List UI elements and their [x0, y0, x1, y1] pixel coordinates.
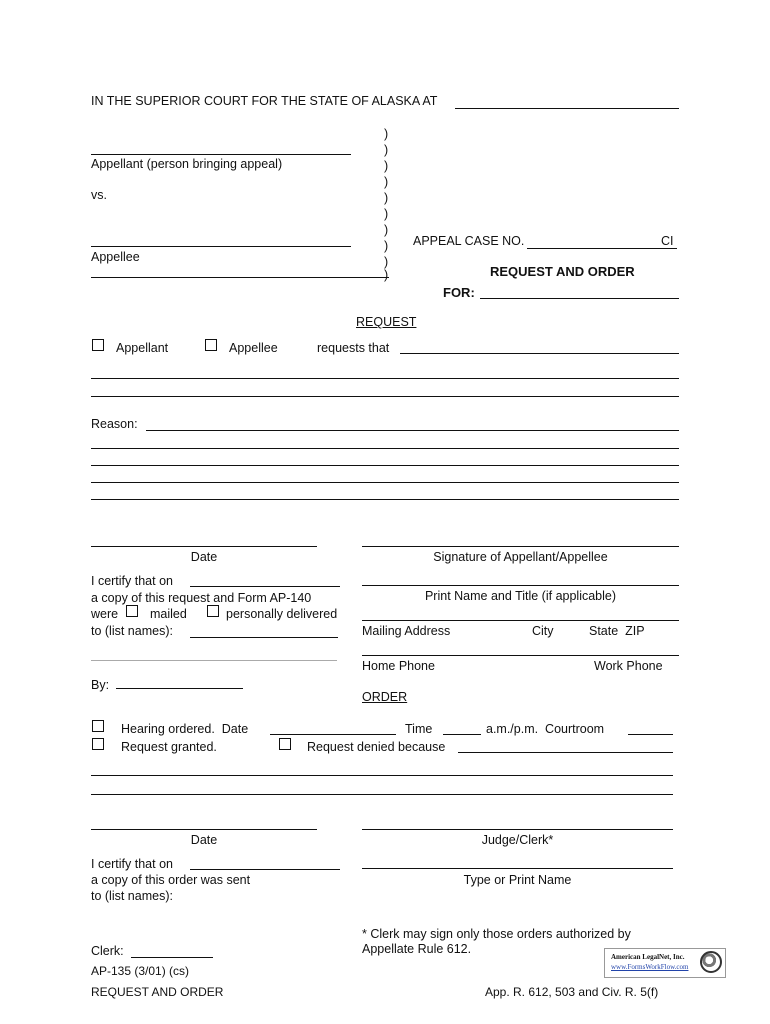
work-phone-label: Work Phone [594, 659, 663, 673]
denied-reason-line[interactable] [91, 794, 673, 795]
mailed-checkbox[interactable] [126, 605, 138, 617]
print-name-field[interactable] [362, 585, 679, 586]
footnote-line2: Appellate Rule 612. [362, 942, 472, 956]
caption-paren: ) [384, 255, 389, 269]
request-denied-checkbox[interactable] [279, 738, 291, 750]
type-print-label: Type or Print Name [463, 873, 572, 887]
caption-paren: ) [384, 239, 389, 253]
rules-citation: App. R. 612, 503 and Civ. R. 5(f) [485, 985, 659, 999]
clerk-label: Clerk: [91, 944, 124, 958]
print-name-label: Print Name and Title (if applicable) [424, 589, 617, 603]
ampm-courtroom-label: a.m./p.m. Courtroom [486, 722, 605, 736]
appellee-option-label: Appellee [229, 341, 278, 355]
appellant-name-field[interactable] [91, 154, 351, 155]
mailed-label: mailed [150, 607, 187, 621]
footer-form-title: REQUEST AND ORDER [91, 985, 224, 999]
time-field[interactable] [443, 720, 481, 735]
for-field[interactable] [480, 284, 679, 299]
order-date-label: Date [190, 833, 218, 847]
request-line[interactable] [91, 378, 679, 379]
for-label: FOR: [443, 285, 475, 300]
request-granted-label: Request granted. [121, 740, 217, 754]
appellee-checkbox[interactable] [205, 339, 217, 351]
were-label: were [91, 607, 119, 621]
vs-label: vs. [91, 188, 107, 202]
to-list-label: to (list names): [91, 624, 173, 638]
denied-reason-field[interactable] [458, 738, 673, 753]
judge-clerk-label: Judge/Clerk* [481, 833, 554, 847]
requests-that-field[interactable] [400, 339, 679, 354]
hearing-date-field[interactable] [270, 720, 396, 735]
signature-label: Signature of Appellant/Appellee [433, 550, 608, 564]
judge-signature-field[interactable] [362, 829, 673, 830]
personally-delivered-label: personally delivered [226, 607, 338, 621]
city-label: City [532, 624, 554, 638]
courtroom-field[interactable] [628, 720, 673, 735]
caption-paren: ) [384, 159, 389, 173]
requests-that-label: requests that [317, 341, 390, 355]
logo-line1: American LegalNet, Inc. [611, 953, 685, 961]
case-suffix: CI [661, 234, 674, 248]
footnote-line1: * Clerk may sign only those orders authorized by [362, 927, 631, 941]
hearing-ordered-checkbox[interactable] [92, 720, 104, 732]
form-number: AP-135 (3/01) (cs) [91, 964, 190, 978]
caption-paren: ) [384, 143, 389, 157]
phone-field[interactable] [362, 655, 679, 656]
order-heading: ORDER [362, 690, 408, 704]
court-caption: IN THE SUPERIOR COURT FOR THE STATE OF ALASKA AT [91, 94, 438, 108]
order-certify-date-field[interactable] [190, 855, 340, 870]
appeal-case-label: APPEAL CASE NO. [413, 234, 525, 248]
mailing-address-label: Mailing Address [362, 624, 451, 638]
order-to-list-label: to (list names): [91, 889, 173, 903]
by-label: By: [91, 678, 110, 692]
request-date-label: Date [190, 550, 218, 564]
globe-icon [700, 951, 722, 973]
order-certify-label: I certify that on [91, 857, 173, 871]
hearing-ordered-label: Hearing ordered. Date [121, 722, 249, 736]
request-granted-checkbox[interactable] [92, 738, 104, 750]
logo-line2[interactable]: www.FormsWorkFlow.com [611, 963, 689, 971]
appeal-case-number-field[interactable] [527, 234, 677, 249]
reason-line[interactable] [91, 499, 679, 500]
reason-line[interactable] [91, 465, 679, 466]
form-title: REQUEST AND ORDER [490, 264, 635, 279]
request-line[interactable] [91, 396, 679, 397]
appellee-label: Appellee [91, 250, 140, 264]
signature-field[interactable] [362, 546, 679, 547]
caption-paren: ) [384, 175, 389, 189]
names-line[interactable] [91, 660, 337, 661]
caption-paren: ) [384, 191, 389, 205]
to-list-field[interactable] [190, 623, 338, 638]
caption-paren: ) [384, 127, 389, 141]
request-heading: REQUEST [356, 315, 417, 329]
caption-bottom-rule [91, 277, 389, 278]
request-denied-label: Request denied because [307, 740, 446, 754]
home-phone-label: Home Phone [362, 659, 435, 673]
appellant-label: Appellant (person bringing appeal) [91, 157, 283, 171]
court-location-field[interactable] [455, 94, 679, 109]
copy-request-text: a copy of this request and Form AP-140 [91, 591, 312, 605]
type-print-field[interactable] [362, 868, 673, 869]
certify-date-field[interactable] [190, 572, 340, 587]
caption-paren: ) [384, 223, 389, 237]
reason-label: Reason: [91, 417, 138, 431]
caption-paren: ) [384, 207, 389, 221]
appellant-checkbox[interactable] [92, 339, 104, 351]
denied-reason-line[interactable] [91, 775, 673, 776]
copy-order-text: a copy of this order was sent [91, 873, 251, 887]
request-date-field[interactable] [91, 546, 317, 547]
appellant-option-label: Appellant [116, 341, 169, 355]
reason-line[interactable] [91, 448, 679, 449]
by-field[interactable] [116, 674, 243, 689]
time-label: Time [405, 722, 433, 736]
certify-label: I certify that on [91, 574, 173, 588]
personally-delivered-checkbox[interactable] [207, 605, 219, 617]
reason-field[interactable] [146, 416, 679, 431]
state-zip-label: State ZIP [589, 624, 645, 638]
appellee-name-field[interactable] [91, 246, 351, 247]
legalnet-logo [604, 948, 726, 978]
clerk-field[interactable] [131, 943, 213, 958]
mailing-address-field[interactable] [362, 620, 679, 621]
order-date-field[interactable] [91, 829, 317, 830]
reason-line[interactable] [91, 482, 679, 483]
caption-paren: ) [384, 268, 389, 282]
